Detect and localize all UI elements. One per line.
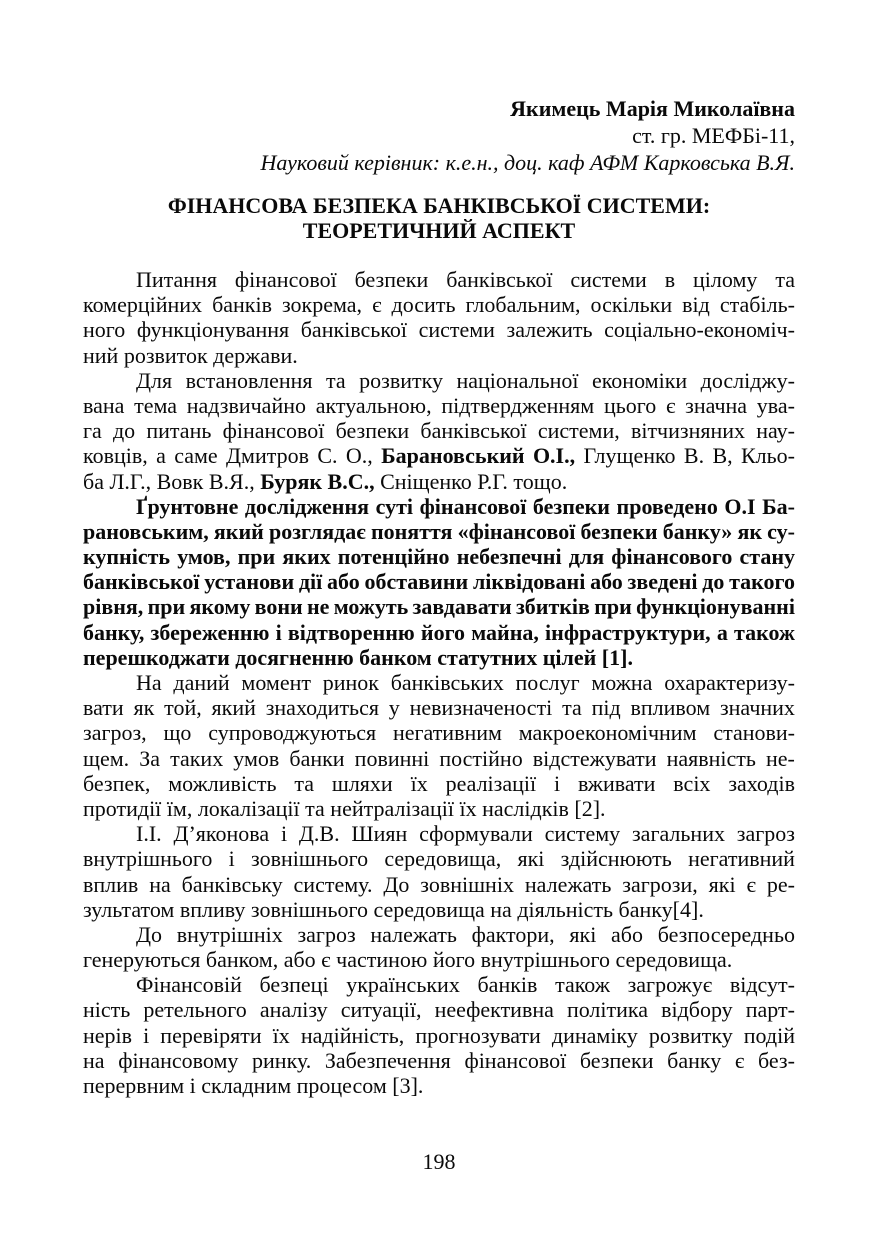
text-line: щем. За таких умов банки повинні постійно відстежувати наявність не- xyxy=(83,745,795,771)
text-line: банку, збереженню і відтворенню його майна, інфраструктури, а також xyxy=(83,619,795,645)
text-line: рівня, при якому вони не можуть завдавати збитків при функціонуванні xyxy=(83,594,795,620)
body-text xyxy=(83,267,795,1098)
text-line: вана тема надзвичайно актуальною, підтвердженням цього є значна ува- xyxy=(83,392,795,418)
text-line: зультатом впливу зовнішнього середовища на діяльність банку[4]. xyxy=(83,896,704,922)
text-line: на фінансовому ринку. Забезпечення фінансової безпеки банку є без- xyxy=(83,1047,795,1073)
text-line: нерів і перевіряти їх надійність, прогнозувати динаміку розвитку подій xyxy=(83,1022,795,1048)
text-line: ний розвиток держави. xyxy=(83,342,298,368)
supervisor-line: Науковий керівник: к.е.н., доц. каф АФМ Карковська В.Я. xyxy=(260,150,795,175)
title-line-1: ФІНАНСОВА БЕЗПЕКА БАНКІВСЬКОЇ СИСТЕМИ: xyxy=(167,193,711,218)
paragraph xyxy=(83,368,795,494)
paragraph xyxy=(83,670,795,821)
page-content xyxy=(83,95,795,1174)
text-line: загроз, що супроводжуються негативним макроекономічним станови- xyxy=(83,720,795,746)
author-name: Якимець Марія Миколаївна xyxy=(510,96,795,121)
text-line: Для встановлення та розвитку національної економіки досліджу- xyxy=(136,367,795,393)
text-line: перервним і складним процесом [3]. xyxy=(83,1073,424,1098)
paper-title xyxy=(83,193,795,243)
text-line: купність умов, при яких потенційно небезпечні для фінансового стану xyxy=(83,544,795,570)
text-line: перешкоджати досягненню банком статутних цілей [1]. xyxy=(83,644,633,670)
text-line: безпек, можливість та шляхи їх реалізації і вживати всіх заходів xyxy=(83,770,795,796)
text-line: га до питань фінансової безпеки банківської системи, вітчизняних нау- xyxy=(83,418,795,444)
author-group: ст. гр. МЕФБі-11, xyxy=(632,123,795,148)
text-line: комерційних банків зокрема, є досить глобальним, оскільки від стабіль- xyxy=(83,292,795,318)
text-line: Фінансовій безпеці українських банків також загрожує відсут- xyxy=(136,972,795,998)
text-line: банківської установи дії або обставини ліквідовані або зведені до такого xyxy=(83,569,795,595)
text-line: рановським, який розглядає поняття «фінансової безпеки банку» як су- xyxy=(83,518,795,544)
text-line: протидії їм, локалізації та нейтралізації їх наслідків [2]. xyxy=(83,795,606,821)
text-line: На даний момент ринок банківських послуг можна охарактеризу- xyxy=(136,670,795,695)
text-line: ковців, а саме Дмитров С. О., Барановський О.І., Глущенко В. В, Кльо- xyxy=(83,443,795,469)
text-line: До внутрішніх загроз належать фактори, які або безпосередньо xyxy=(136,921,795,947)
paragraph xyxy=(83,972,795,1098)
text-line: ність ретельного аналізу ситуації, неефективна політика відбору парт- xyxy=(83,997,795,1023)
text-line: І.І. Д’яконова і Д.В. Шиян сформували систему загальних загроз xyxy=(136,821,795,847)
text-line: вати як той, який знаходиться у невизначеності та під впливом значних xyxy=(83,695,795,721)
text-line: Ґрунтовне дослідження суті фінансової безпеки проведено О.І Ба- xyxy=(136,493,795,519)
text-line: генеруються банком, або є частиною його внутрішнього середовища. xyxy=(83,947,733,973)
title-line-2: ТЕОРЕТИЧНИЙ АСПЕКТ xyxy=(302,218,576,243)
paragraph xyxy=(83,821,795,922)
paragraph xyxy=(83,267,795,368)
page-number: 198 xyxy=(422,1149,456,1175)
paragraph xyxy=(83,494,795,670)
text-line: вплив на банківську систему. До зовнішніх належать загрози, які є ре- xyxy=(83,871,795,897)
paragraph xyxy=(83,922,795,972)
text-line: ного функціонування банківської системи залежить соціально-економіч- xyxy=(83,317,795,343)
text-line: ба Л.Г., Вовк В.Я., Буряк В.С., Сніщенко Р.Г. тощо. xyxy=(83,468,568,494)
text-line: Питання фінансової безпеки банківської системи в цілому та xyxy=(136,267,795,292)
byline-block xyxy=(83,95,795,176)
text-line: внутрішнього і зовнішнього середовища, які здійснюють негативний xyxy=(83,846,795,872)
